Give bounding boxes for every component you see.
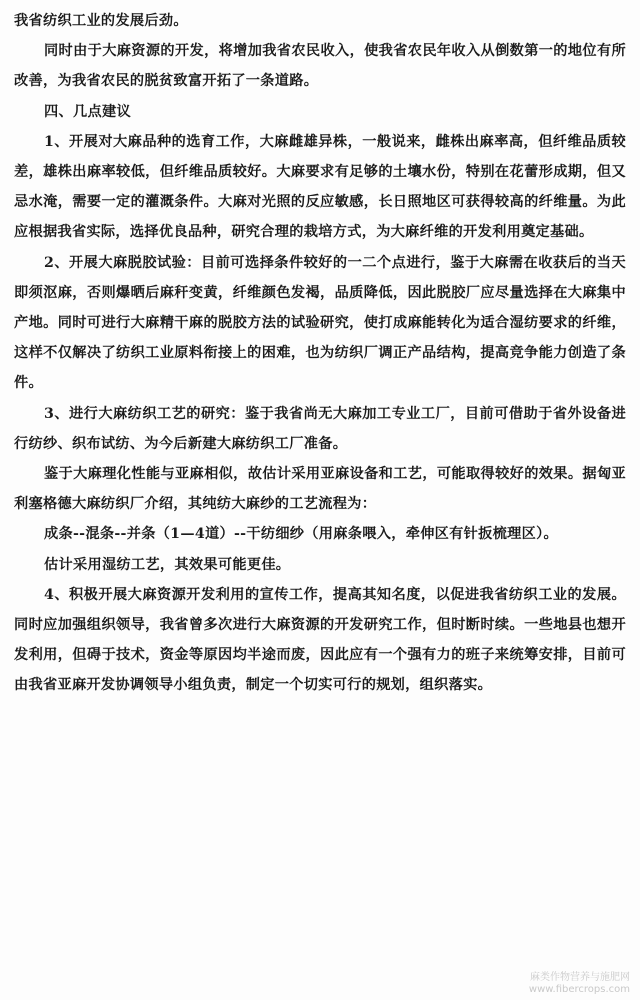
section-heading: 四、几点建议 — [44, 103, 131, 120]
paragraph-suggestion-2: 2、开展大麻脱胶试验：目前可选择条件较好的一二个点进行，鉴于大麻需在收获后的当天即须沤麻，否则爆晒后麻秆变黄，纤维颜色发褐，品质降低，因此脱胶厂应尽量选择在大麻集中产地。同时可进行大麻精干麻的脱胶方法的试验研究，使打成麻能转化为适合湿纺要求的纤维，这样不仅解决了纺织工业原料衔接上的困难，也为纺织厂调正产品结构，提高竞争能力创造了条件。 — [14, 254, 626, 392]
watermark-title: 麻类作物营养与施肥网 — [530, 972, 630, 983]
paragraph-suggestion-3: 3、进行大麻纺织工艺的研究：鉴于我省尚无大麻加工专业工厂，目前可借助于省外设备进行纺纱、织布试纺、为今后新建大麻纺织工厂准备。 — [14, 405, 626, 452]
paragraph-income: 同时由于大麻资源的开发，将增加我省农民收入，使我省农民年收入从倒数第一的地位有所改善，为我省农民的脱贫致富开拓了一条道路。 — [14, 43, 626, 90]
paragraph-continuation: 我省纺织工业的发展后劲。 — [14, 13, 188, 29]
paragraph-suggestion-4: 4、积极开展大麻资源开发利用的宣传工作，提高其知名度，以促进我省纺织工业的发展。同时应加强组织领导，我省曾多次进行大麻资源的开发研究工作，但时断时续。一些地县也想开发利用，但碍于技术，资金等原因均半途而废，因此应有一个强有力的班子来统筹安排，目前可由我省亚麻开发协调领导小组负责，制定一个切实可行的规划，组织落实。 — [14, 586, 626, 694]
watermark-url: www.fibercrops.com — [528, 984, 630, 995]
document-body — [14, 6, 626, 701]
paragraph-process-flow: 成条--混条--并条（1—4道）--干纺细纱（用麻条喂入，牵伸区有针扳梳理区）。 — [44, 526, 558, 543]
paragraph-suggestion-1: 1、开展对大麻品种的选育工作，大麻雌雄异株，一般说来，雌株出麻率高，但纤维品质较差，雄株出麻率较低，但纤维品质较好。大麻要求有足够的土壤水份，特别在花蕾形成期，但又忌水淹，需要一定的灌溉条件。大麻对光照的反应敏感，长日照地区可获得较高的纤维量。为此应根据我省实际，选择优良品种，研究合理的栽培方式，为大麻纤维的开发利用奠定基础。 — [14, 133, 626, 241]
paragraph-flax-similarity: 鉴于大麻理化性能与亚麻相似，故估计采用亚麻设备和工艺，可能取得较好的效果。据匈亚利塞格德大麻纺织厂介绍，其纯纺大麻纱的工艺流程为： — [14, 466, 626, 513]
paragraph-wet-spinning: 估计采用湿纺工艺，其效果可能更佳。 — [44, 556, 291, 573]
site-watermark — [529, 972, 630, 996]
